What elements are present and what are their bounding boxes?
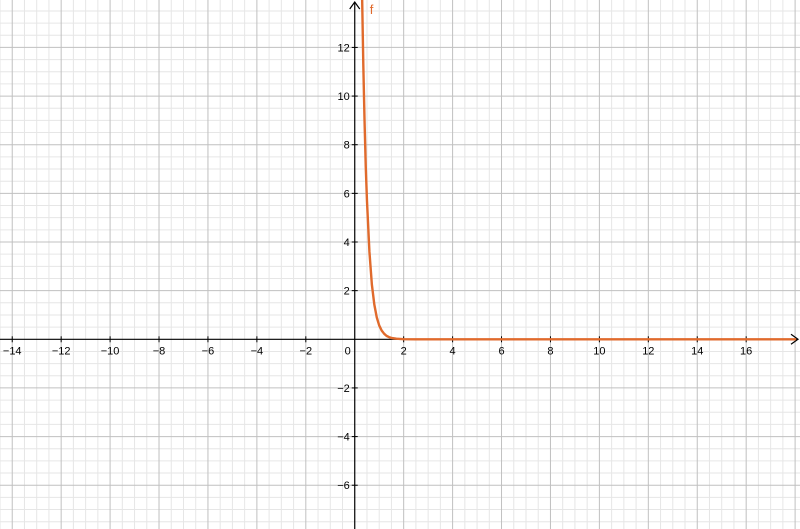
- axes: [0, 2, 798, 529]
- x-tick-label: −8: [152, 345, 166, 358]
- x-tick-label: 0: [344, 345, 351, 358]
- y-tick-label: 8: [343, 139, 350, 152]
- x-tick-label: −2: [299, 345, 313, 358]
- x-tick-label: 8: [547, 345, 554, 358]
- series-line-f[interactable]: [362, 0, 795, 339]
- x-tick-label: 6: [498, 345, 505, 358]
- y-tick-label: 12: [337, 42, 350, 55]
- x-tick-label: −4: [250, 345, 264, 358]
- y-tick-label: −6: [337, 480, 350, 493]
- x-tick-label: −6: [201, 345, 215, 358]
- y-tick-label: −2: [337, 382, 350, 395]
- x-tick-label: 10: [593, 345, 606, 358]
- series-layer: [362, 0, 795, 339]
- y-tick-label: −4: [337, 431, 350, 444]
- x-tick-label: 4: [449, 345, 456, 358]
- x-tick-label: −10: [100, 345, 120, 358]
- x-tick-label: 16: [740, 345, 753, 358]
- y-tick-label: 2: [343, 285, 350, 298]
- y-tick-label: 10: [337, 91, 350, 104]
- x-tick-label: −12: [51, 345, 71, 358]
- x-tick-label: 2: [400, 345, 407, 358]
- x-tick-label: 14: [691, 345, 704, 358]
- x-tick-label: 12: [642, 345, 655, 358]
- y-tick-label: 4: [343, 237, 350, 250]
- x-tick-label: −14: [2, 345, 22, 358]
- series-label-f: f: [369, 2, 374, 17]
- y-tick-label: 6: [343, 188, 350, 201]
